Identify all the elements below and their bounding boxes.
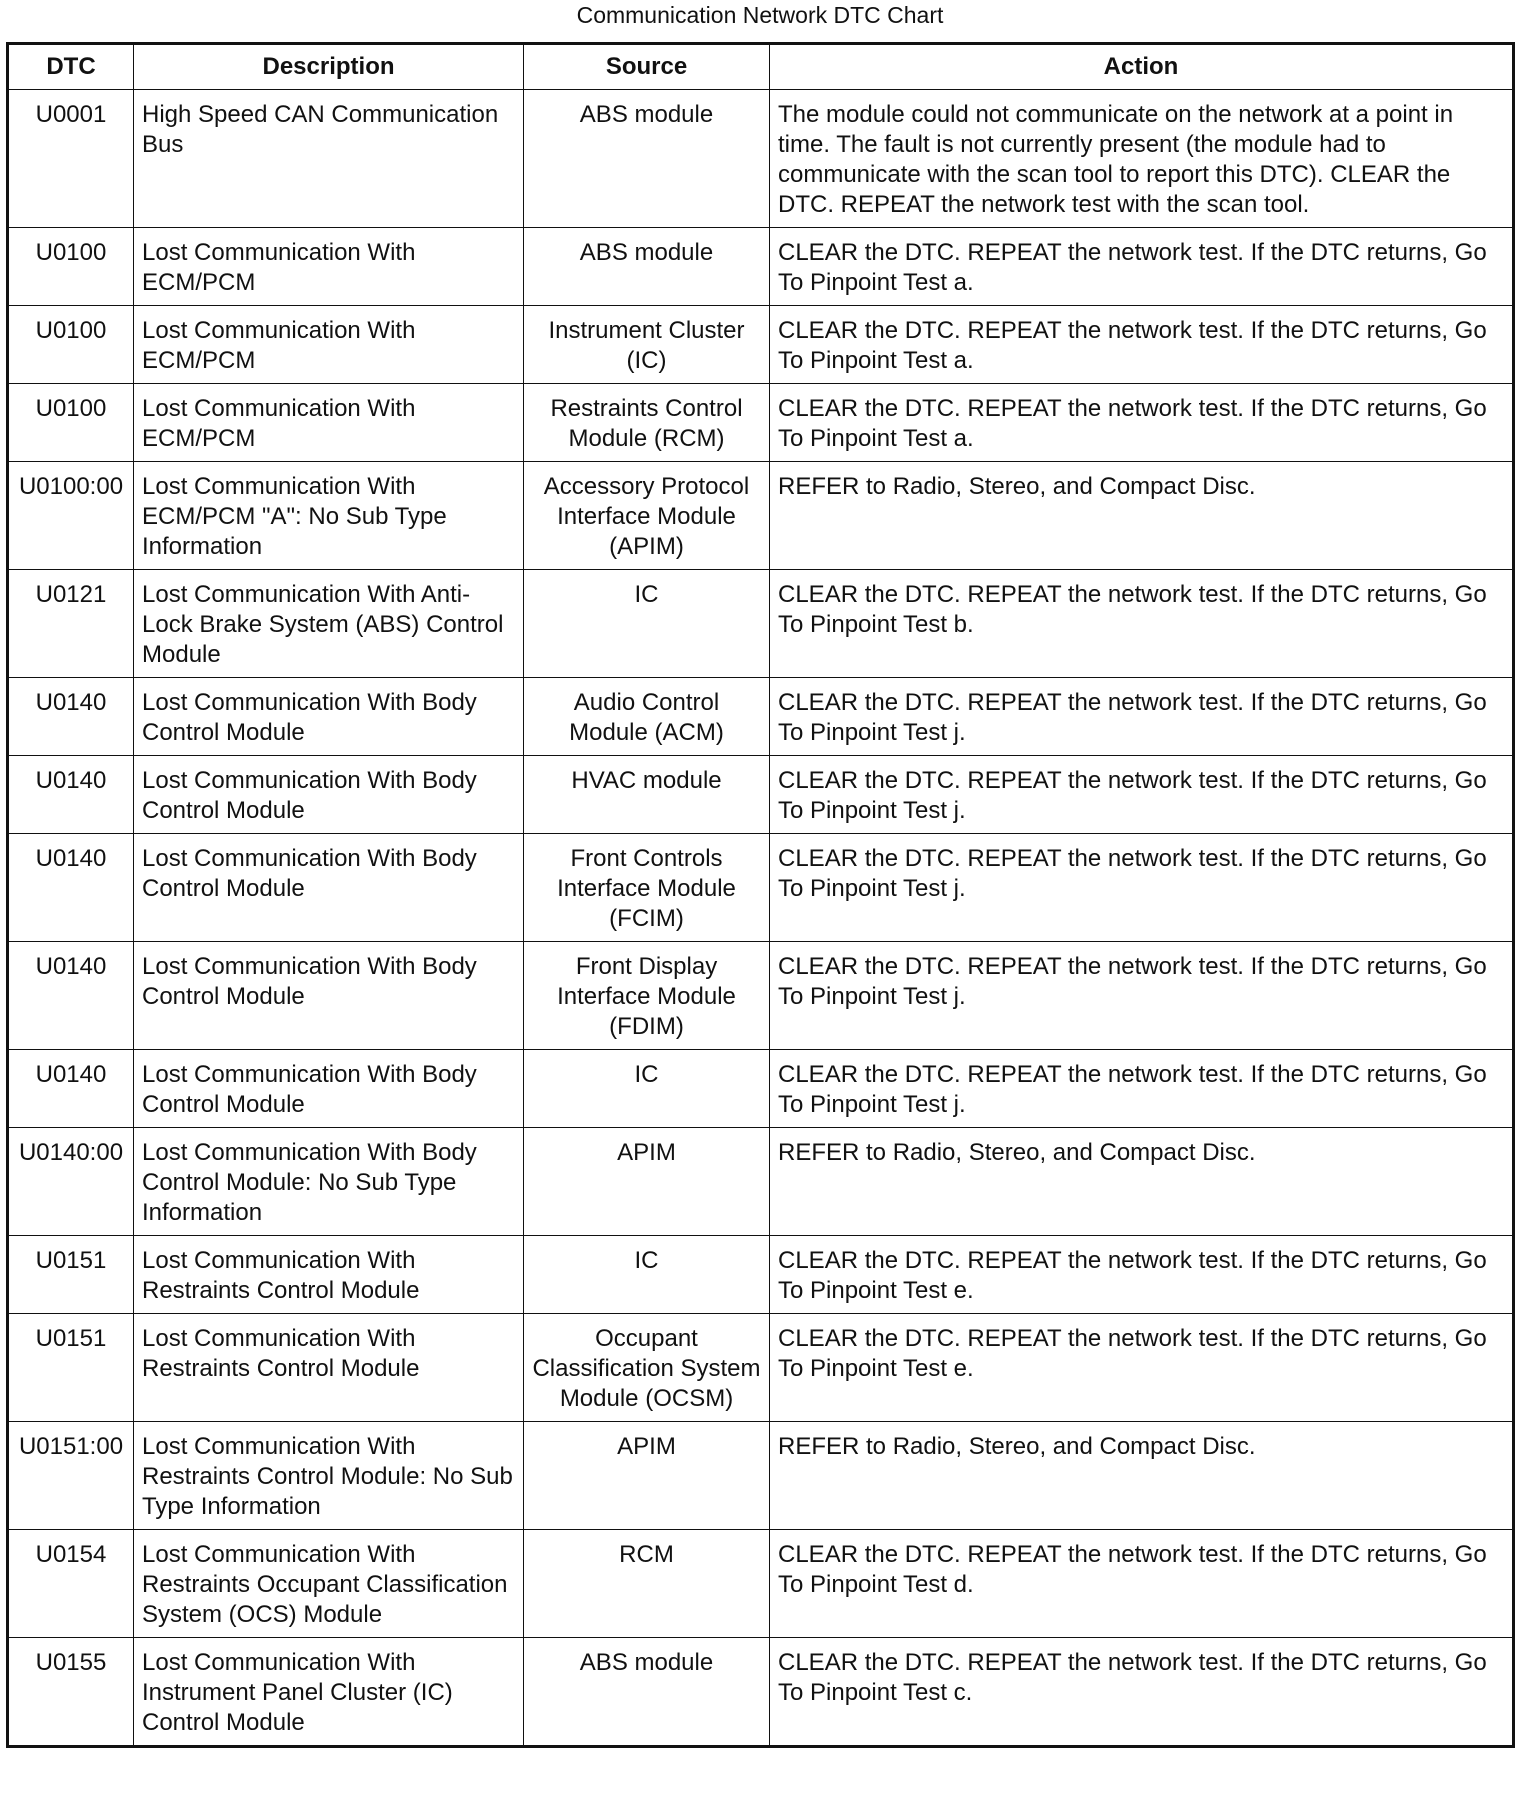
dtc-cell: U0100 — [8, 306, 134, 384]
description-cell: Lost Communication With Restraints Occupant Classification System (OCS) Module — [134, 1530, 524, 1638]
source-cell: ABS module — [524, 1638, 770, 1747]
source-cell: Audio Control Module (ACM) — [524, 678, 770, 756]
description-cell: Lost Communication With Body Control Module — [134, 942, 524, 1050]
table-row — [8, 570, 1514, 678]
description-cell: Lost Communication With ECM/PCM "A": No Sub Type Information — [134, 462, 524, 570]
source-cell: APIM — [524, 1128, 770, 1236]
description-cell: Lost Communication With Restraints Control Module — [134, 1314, 524, 1422]
dtc-cell: U0140:00 — [8, 1128, 134, 1236]
action-cell: CLEAR the DTC. REPEAT the network test. If the DTC returns, Go To Pinpoint Test b. — [770, 570, 1514, 678]
dtc-cell: U0100 — [8, 228, 134, 306]
description-cell: Lost Communication With Body Control Module: No Sub Type Information — [134, 1128, 524, 1236]
table-row — [8, 1638, 1514, 1747]
table-row — [8, 1128, 1514, 1236]
source-cell: Instrument Cluster (IC) — [524, 306, 770, 384]
source-cell: Front Controls Interface Module (FCIM) — [524, 834, 770, 942]
table-body — [8, 90, 1514, 1747]
source-cell: Accessory Protocol Interface Module (APIM) — [524, 462, 770, 570]
table-row — [8, 1236, 1514, 1314]
table-row — [8, 1314, 1514, 1422]
dtc-cell: U0100:00 — [8, 462, 134, 570]
source-cell: IC — [524, 1050, 770, 1128]
table-row — [8, 306, 1514, 384]
source-cell: ABS module — [524, 228, 770, 306]
action-cell: CLEAR the DTC. REPEAT the network test. If the DTC returns, Go To Pinpoint Test a. — [770, 228, 1514, 306]
table-row — [8, 228, 1514, 306]
dtc-cell: U0140 — [8, 942, 134, 1050]
description-cell: Lost Communication With Instrument Panel Cluster (IC) Control Module — [134, 1638, 524, 1747]
table-row — [8, 1530, 1514, 1638]
action-cell: CLEAR the DTC. REPEAT the network test. If the DTC returns, Go To Pinpoint Test a. — [770, 306, 1514, 384]
description-cell: Lost Communication With ECM/PCM — [134, 228, 524, 306]
description-cell: Lost Communication With Restraints Control Module: No Sub Type Information — [134, 1422, 524, 1530]
table-row — [8, 90, 1514, 228]
action-cell: REFER to Radio, Stereo, and Compact Disc. — [770, 1128, 1514, 1236]
description-cell: Lost Communication With ECM/PCM — [134, 384, 524, 462]
page-title: Communication Network DTC Chart — [576, 2, 944, 28]
dtc-cell: U0121 — [8, 570, 134, 678]
action-cell: CLEAR the DTC. REPEAT the network test. If the DTC returns, Go To Pinpoint Test j. — [770, 678, 1514, 756]
table-row — [8, 942, 1514, 1050]
source-cell: Front Display Interface Module (FDIM) — [524, 942, 770, 1050]
dtc-cell: U0140 — [8, 756, 134, 834]
source-cell: RCM — [524, 1530, 770, 1638]
header-source: Source — [524, 44, 770, 90]
action-cell: CLEAR the DTC. REPEAT the network test. If the DTC returns, Go To Pinpoint Test e. — [770, 1314, 1514, 1422]
source-cell: IC — [524, 1236, 770, 1314]
header-description: Description — [134, 44, 524, 90]
source-cell: Restraints Control Module (RCM) — [524, 384, 770, 462]
action-cell: CLEAR the DTC. REPEAT the network test. If the DTC returns, Go To Pinpoint Test j. — [770, 834, 1514, 942]
action-cell: The module could not communicate on the network at a point in time. The fault is not currently present (the module had to communicate with the scan tool to report this DTC). CLEAR the DTC. REPEAT the network test with the scan tool. — [770, 90, 1514, 228]
dtc-cell: U0100 — [8, 384, 134, 462]
table-row — [8, 1050, 1514, 1128]
description-cell: Lost Communication With ECM/PCM — [134, 306, 524, 384]
table-row — [8, 756, 1514, 834]
table-header-row — [8, 44, 1514, 90]
dtc-cell: U0154 — [8, 1530, 134, 1638]
description-cell: Lost Communication With Restraints Control Module — [134, 1236, 524, 1314]
header-action: Action — [770, 44, 1514, 90]
action-cell: CLEAR the DTC. REPEAT the network test. If the DTC returns, Go To Pinpoint Test j. — [770, 756, 1514, 834]
action-cell: CLEAR the DTC. REPEAT the network test. If the DTC returns, Go To Pinpoint Test d. — [770, 1530, 1514, 1638]
dtc-table — [6, 42, 1515, 1748]
header-dtc: DTC — [8, 44, 134, 90]
action-cell: REFER to Radio, Stereo, and Compact Disc. — [770, 462, 1514, 570]
table-row — [8, 834, 1514, 942]
action-cell: CLEAR the DTC. REPEAT the network test. If the DTC returns, Go To Pinpoint Test c. — [770, 1638, 1514, 1747]
action-cell: REFER to Radio, Stereo, and Compact Disc. — [770, 1422, 1514, 1530]
action-cell: CLEAR the DTC. REPEAT the network test. If the DTC returns, Go To Pinpoint Test j. — [770, 942, 1514, 1050]
action-cell: CLEAR the DTC. REPEAT the network test. If the DTC returns, Go To Pinpoint Test a. — [770, 384, 1514, 462]
action-cell: CLEAR the DTC. REPEAT the network test. If the DTC returns, Go To Pinpoint Test j. — [770, 1050, 1514, 1128]
source-cell: HVAC module — [524, 756, 770, 834]
dtc-cell: U0001 — [8, 90, 134, 228]
dtc-cell: U0140 — [8, 834, 134, 942]
action-cell: CLEAR the DTC. REPEAT the network test. If the DTC returns, Go To Pinpoint Test e. — [770, 1236, 1514, 1314]
description-cell: Lost Communication With Body Control Module — [134, 678, 524, 756]
dtc-cell: U0140 — [8, 678, 134, 756]
dtc-cell: U0140 — [8, 1050, 134, 1128]
table-row — [8, 462, 1514, 570]
description-cell: Lost Communication With Body Control Module — [134, 834, 524, 942]
description-cell: High Speed CAN Communication Bus — [134, 90, 524, 228]
table-row — [8, 1422, 1514, 1530]
dtc-cell: U0151 — [8, 1314, 134, 1422]
dtc-cell: U0151:00 — [8, 1422, 134, 1530]
dtc-cell: U0155 — [8, 1638, 134, 1747]
dtc-cell: U0151 — [8, 1236, 134, 1314]
description-cell: Lost Communication With Anti-Lock Brake System (ABS) Control Module — [134, 570, 524, 678]
source-cell: APIM — [524, 1422, 770, 1530]
description-cell: Lost Communication With Body Control Module — [134, 756, 524, 834]
table-row — [8, 384, 1514, 462]
source-cell: IC — [524, 570, 770, 678]
table-row — [8, 678, 1514, 756]
source-cell: ABS module — [524, 90, 770, 228]
description-cell: Lost Communication With Body Control Module — [134, 1050, 524, 1128]
source-cell: Occupant Classification System Module (OCSM) — [524, 1314, 770, 1422]
